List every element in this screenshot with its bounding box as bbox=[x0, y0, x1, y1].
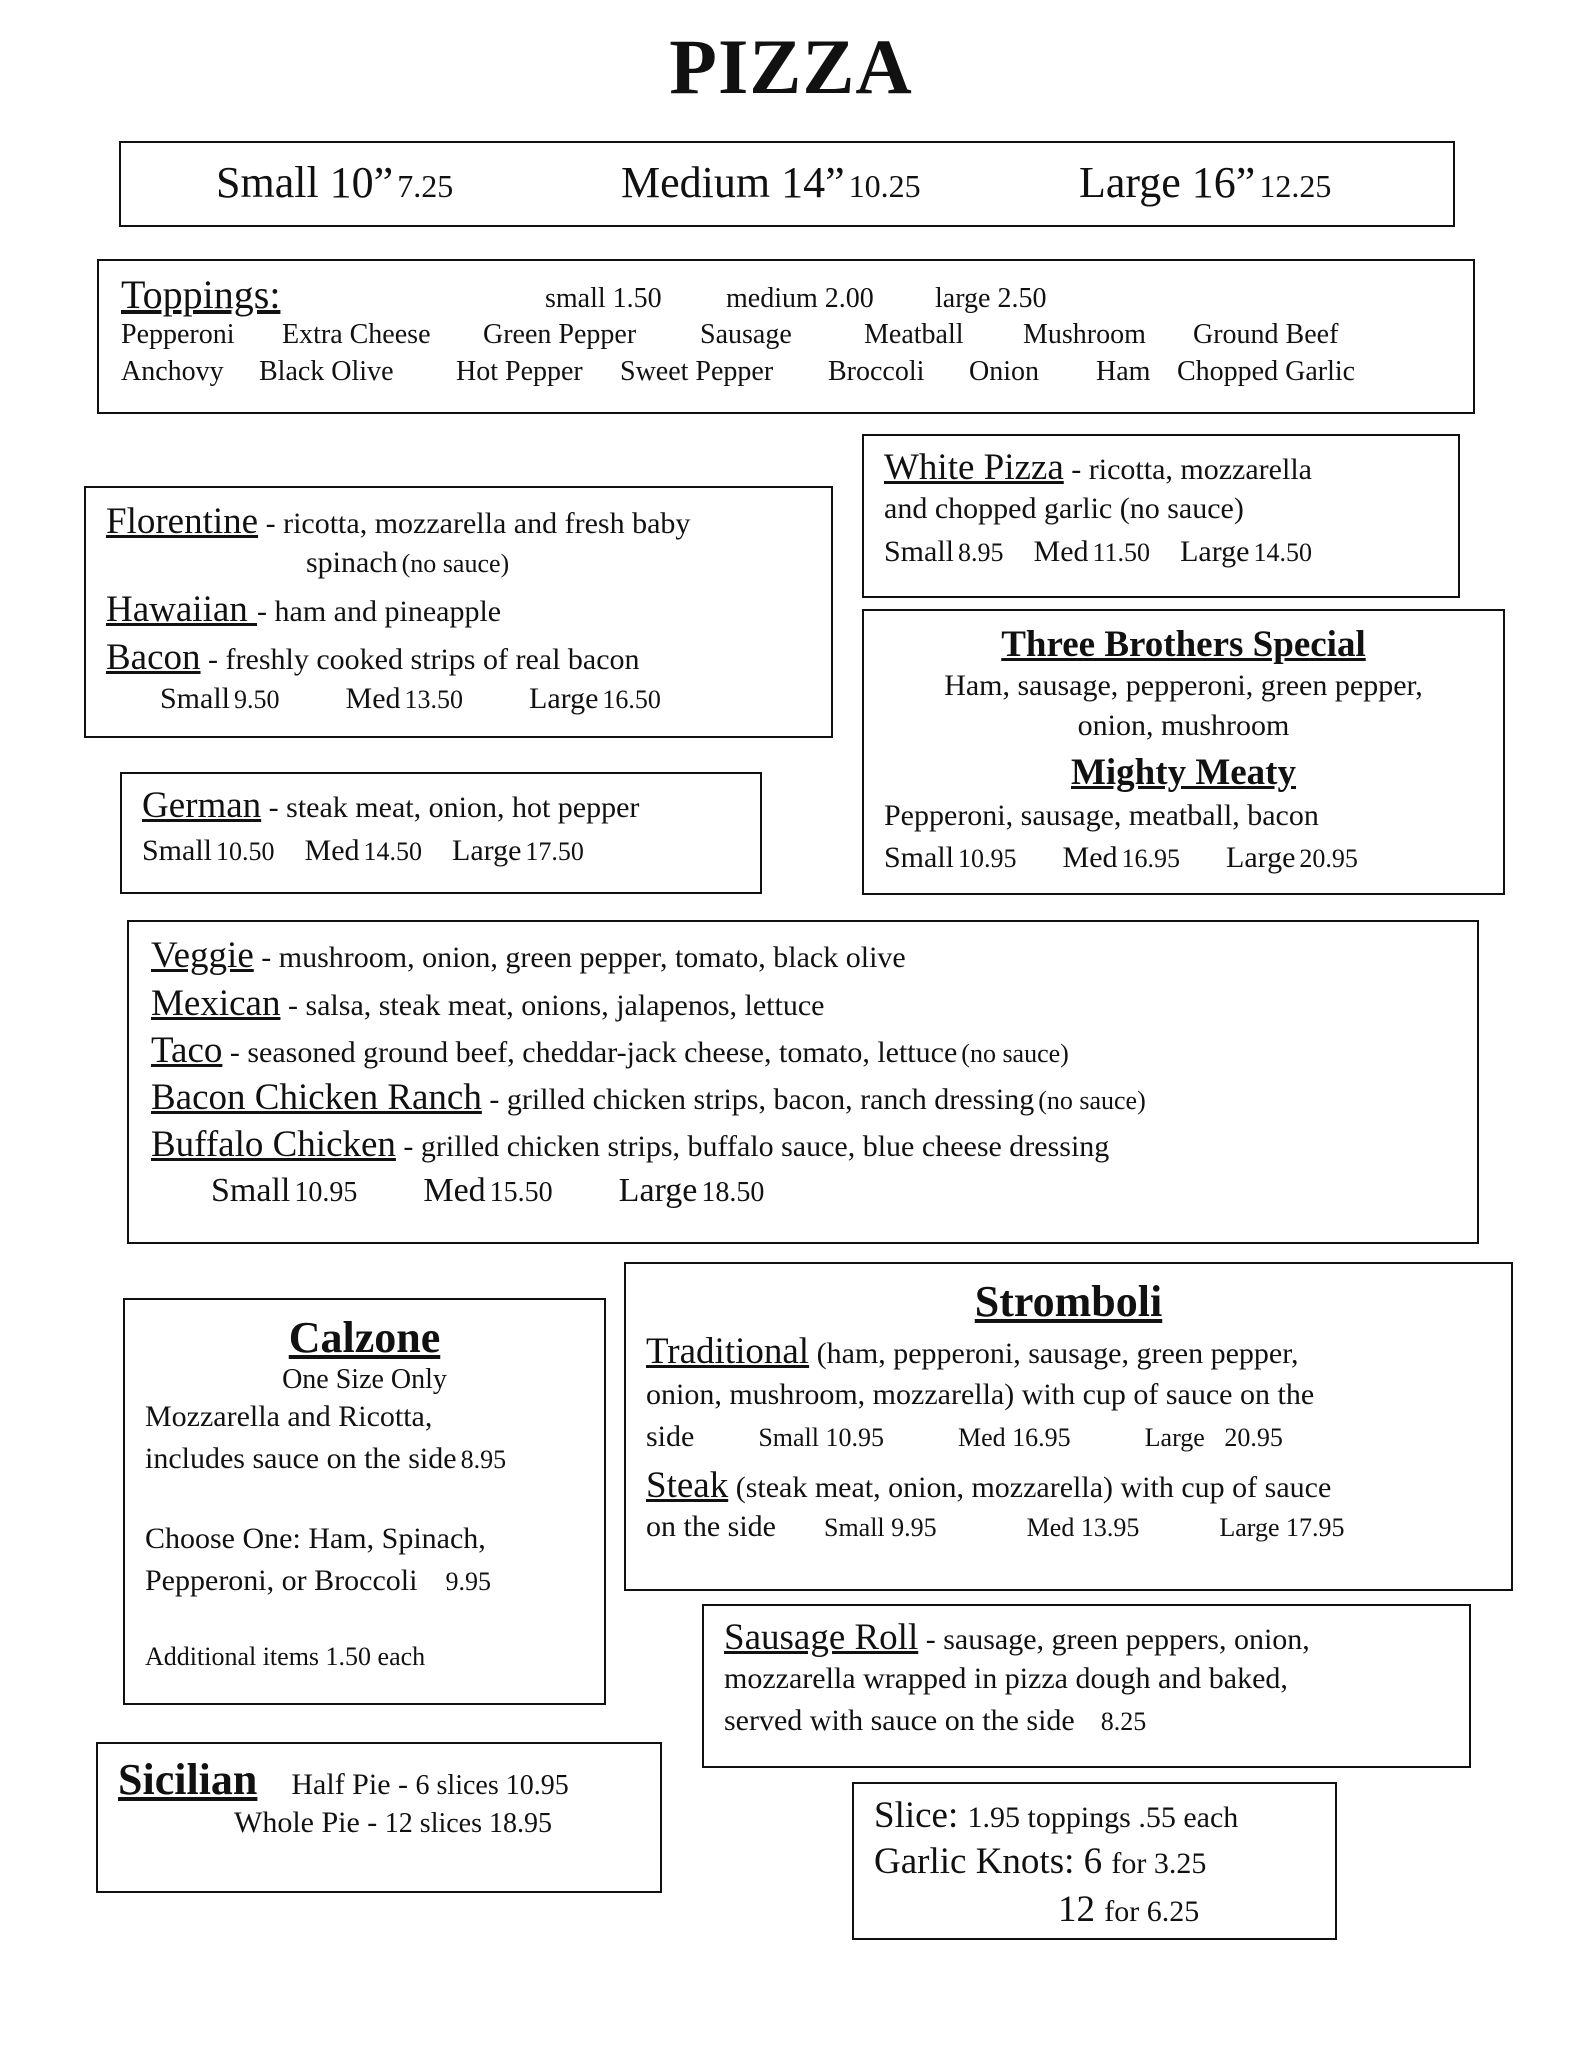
sausage-roll-line2: mozzarella wrapped in pizza dough and baked, bbox=[724, 1662, 1288, 1695]
toppings-large-price: large 2.50 bbox=[935, 283, 1047, 314]
german-box bbox=[120, 772, 762, 894]
topping-item: Green Pepper bbox=[483, 319, 637, 350]
sicilian-half-line: Sicilian Half Pie - 6 slices 10.95 bbox=[118, 1755, 569, 1804]
white-pizza-box bbox=[862, 434, 1460, 598]
calzone-choose2: Pepperoni, or Broccoli 9.95 bbox=[145, 1564, 491, 1597]
sausage-roll-box bbox=[702, 1604, 1471, 1768]
topping-item: Meatball bbox=[864, 319, 964, 350]
garlic-knots-line: Garlic Knots: 6 for 3.25 bbox=[874, 1841, 1207, 1882]
topping-item: Black Olive bbox=[259, 356, 394, 387]
taco-line: Taco - seasoned ground beef, cheddar-jack cheese, tomato, lettuce (no sauce) bbox=[151, 1030, 1069, 1071]
topping-item: Sausage bbox=[700, 319, 792, 350]
stromboli-traditional-prices: side Small 10.95 Med 16.95 Large 20.95 bbox=[646, 1420, 1283, 1453]
calzone-additional: Additional items 1.50 each bbox=[145, 1642, 426, 1671]
german-prices: Small 10.50 Med 14.50 Large 17.50 bbox=[142, 834, 584, 867]
toppings-heading: Toppings: bbox=[121, 272, 281, 317]
topping-item: Ham bbox=[1096, 356, 1151, 387]
veggie-prices: Small 10.95 Med 15.50 Large 18.50 bbox=[211, 1172, 765, 1209]
size-large: Large 16” 12.25 bbox=[1079, 158, 1332, 207]
topping-item: Ground Beef bbox=[1193, 319, 1339, 350]
size-small: Small 10” 7.25 bbox=[216, 158, 454, 207]
buffalo-chicken-line: Buffalo Chicken - grilled chicken strips, buffalo sauce, blue cheese dressing bbox=[151, 1124, 1110, 1165]
florentine-line: Florentine - ricotta, mozzarella and fresh baby bbox=[106, 501, 691, 542]
bacon-chicken-ranch-line: Bacon Chicken Ranch - grilled chicken strips, bacon, ranch dressing (no sauce) bbox=[151, 1077, 1146, 1118]
garlic-knots-12-line: 12 for 6.25 bbox=[1058, 1889, 1200, 1930]
mighty-meaty-desc: Pepperoni, sausage, meatball, bacon bbox=[884, 799, 1319, 832]
topping-item: Sweet Pepper bbox=[620, 356, 774, 387]
mighty-meaty-name: Mighty Meaty bbox=[1070, 752, 1297, 793]
sausage-roll-line3: served with sauce on the side 8.25 bbox=[724, 1704, 1147, 1737]
calzone-name: Calzone bbox=[288, 1313, 441, 1362]
bacon-line: Bacon - freshly cooked strips of real bacon bbox=[106, 637, 640, 678]
stromboli-traditional-line2: onion, mushroom, mozzarella) with cup of sauce on the bbox=[646, 1378, 1315, 1411]
hawaiian-line: Hawaiian - ham and pineapple bbox=[106, 589, 502, 630]
toppings-small-price: small 1.50 bbox=[545, 283, 662, 314]
sicilian-box bbox=[96, 1742, 662, 1893]
size-medium: Medium 14” 10.25 bbox=[621, 158, 921, 207]
topping-item: Chopped Garlic bbox=[1177, 356, 1356, 387]
white-pizza-desc: and chopped garlic (no sauce) bbox=[884, 492, 1244, 525]
stromboli-traditional-line1: Traditional (ham, pepperoni, sausage, green pepper, bbox=[646, 1331, 1299, 1372]
veggie-box bbox=[127, 920, 1479, 1244]
calzone-desc1: Mozzarella and Ricotta, bbox=[145, 1400, 433, 1433]
white-pizza-line1: White Pizza - ricotta, mozzarella bbox=[884, 447, 1312, 488]
calzone-box bbox=[123, 1298, 606, 1705]
veggie-line: Veggie - mushroom, onion, green pepper, tomato, black olive bbox=[151, 935, 906, 976]
three-brothers-box bbox=[862, 609, 1505, 895]
florentine-line2: spinach (no sauce) bbox=[306, 546, 510, 579]
stromboli-steak-line1: Steak (steak meat, onion, mozzarella) with cup of sauce bbox=[646, 1465, 1332, 1506]
stromboli-name: Stromboli bbox=[974, 1277, 1163, 1326]
calzone-sub: One Size Only bbox=[282, 1364, 447, 1395]
topping-item: Extra Cheese bbox=[282, 319, 431, 350]
mexican-line: Mexican - salsa, steak meat, onions, jalapenos, lettuce bbox=[151, 983, 825, 1024]
slice-line: Slice: 1.95 toppings .55 each bbox=[874, 1795, 1239, 1836]
topping-item: Anchovy bbox=[121, 356, 224, 387]
stromboli-box bbox=[624, 1262, 1513, 1591]
calzone-choose1: Choose One: Ham, Spinach, bbox=[145, 1522, 486, 1555]
toppings-medium-price: medium 2.00 bbox=[726, 283, 874, 314]
florentine-prices: Small 9.50 Med 13.50 Large 16.50 bbox=[160, 682, 661, 715]
topping-item: Pepperoni bbox=[121, 319, 235, 350]
pizza-sizes-box bbox=[119, 141, 1455, 227]
three-brothers-prices: Small 10.95 Med 16.95 Large 20.95 bbox=[884, 841, 1358, 874]
three-brothers-desc2: onion, mushroom bbox=[1077, 709, 1290, 742]
topping-item: Mushroom bbox=[1023, 319, 1146, 350]
white-pizza-name: White Pizza bbox=[884, 447, 1064, 488]
white-pizza-prices: Small 8.95 Med 11.50 Large 14.50 bbox=[884, 535, 1312, 568]
sicilian-whole-line: Whole Pie - 12 slices 18.95 bbox=[234, 1806, 553, 1839]
topping-item: Hot Pepper bbox=[456, 356, 583, 387]
topping-item: Onion bbox=[969, 356, 1039, 387]
calzone-desc2: includes sauce on the side 8.95 bbox=[145, 1442, 507, 1475]
toppings-box bbox=[97, 259, 1475, 414]
three-brothers-name: Three Brothers Special bbox=[1001, 624, 1366, 665]
three-brothers-desc1: Ham, sausage, pepperoni, green pepper, bbox=[944, 669, 1423, 702]
topping-item: Broccoli bbox=[828, 356, 925, 387]
page-title: PIZZA bbox=[669, 23, 913, 110]
sausage-roll-line1: Sausage Roll - sausage, green peppers, onion, bbox=[724, 1617, 1310, 1658]
florentine-box bbox=[84, 486, 833, 738]
slice-box bbox=[852, 1782, 1337, 1940]
german-line: German - steak meat, onion, hot pepper bbox=[142, 785, 640, 826]
stromboli-steak-prices: on the side Small 9.95 Med 13.95 Large 17.95 bbox=[646, 1510, 1345, 1543]
